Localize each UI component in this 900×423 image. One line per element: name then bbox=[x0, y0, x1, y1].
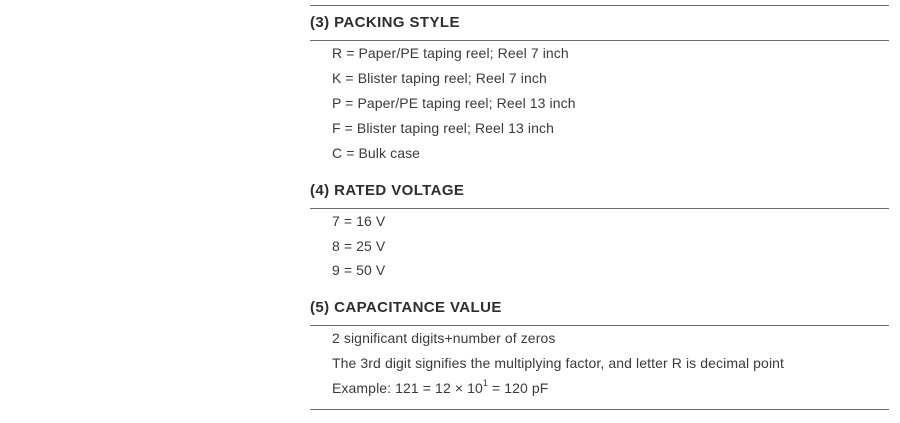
list-item: R = Paper/PE taping reel; Reel 7 inch bbox=[332, 45, 569, 61]
list-item: 8 = 25 V bbox=[332, 237, 386, 254]
packing-style-list bbox=[310, 41, 889, 174]
top-divider bbox=[310, 5, 889, 6]
datasheet-legend-block bbox=[310, 0, 889, 410]
list-item: 7 = 16 V bbox=[332, 213, 386, 229]
bottom-divider bbox=[310, 409, 889, 410]
example-line bbox=[332, 376, 889, 401]
list-item: K = Blister taping reel; Reel 7 inch bbox=[332, 70, 547, 86]
example-suffix: = 120 pF bbox=[487, 379, 549, 396]
section-capacitance-value bbox=[310, 299, 889, 409]
rated-voltage-heading: (4) RATED VOLTAGE bbox=[310, 182, 465, 199]
list-item: The 3rd digit signifies the multiplying factor, and letter R is decimal point bbox=[332, 354, 785, 371]
list-item: 2 significant digits+number of zeros bbox=[332, 329, 556, 346]
packing-style-heading: (3) PACKING STYLE bbox=[310, 14, 460, 31]
example-exponent: 1 bbox=[482, 377, 488, 388]
list-item: P = Paper/PE taping reel; Reel 13 inch bbox=[332, 95, 576, 111]
section-packing-style bbox=[310, 14, 889, 174]
capacitance-value-list bbox=[310, 326, 889, 409]
list-item: F = Blister taping reel; Reel 13 inch bbox=[332, 120, 554, 136]
list-item: C = Bulk case bbox=[332, 145, 421, 161]
rated-voltage-list bbox=[310, 209, 889, 291]
section-rated-voltage bbox=[310, 182, 889, 291]
capacitance-value-heading: (5) CAPACITANCE VALUE bbox=[310, 298, 502, 316]
list-item: 9 = 50 V bbox=[332, 262, 386, 278]
example-prefix: Example: 121 = 12 × 10 bbox=[332, 379, 483, 396]
